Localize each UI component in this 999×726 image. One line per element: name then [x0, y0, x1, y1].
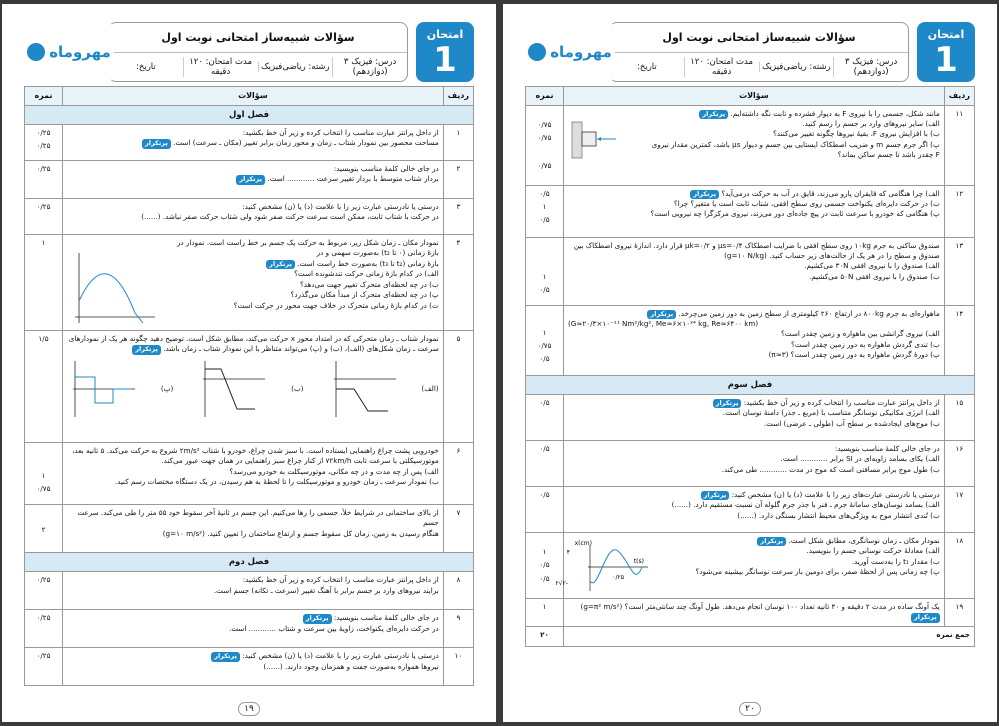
question-row — [526, 598, 975, 626]
question-row — [526, 486, 975, 532]
question-score — [526, 598, 564, 626]
question-line: ب) صندوق را با نیروی افقی ۵۰N می‌کشیم. — [809, 271, 940, 281]
question-line: ب) موج‌های ایجادشده بر سطح آب (طولی ـ عرضی) است. — [763, 418, 940, 428]
score-value: ۱ — [41, 237, 46, 247]
score-value: ۰/۷۵ — [537, 133, 552, 143]
axis-x-max: ۴ — [566, 548, 570, 556]
question-line: الف) سایر نیروهای وارد بر جسم را رسم کنید. — [802, 119, 940, 129]
question-row — [25, 124, 474, 160]
question-line: پ) هنگامی که خودرو با سرعت ثابت در پیچ جاده‌ای دور می‌زند، نیروی مرکزگرا چه نیرویی است؟ — [650, 209, 940, 219]
question-row — [526, 185, 975, 237]
question-number: ۳ — [443, 198, 473, 234]
score-value: ۰/۲۵ — [36, 163, 51, 173]
header-num: ردیف — [443, 87, 473, 106]
question-line: (G≈۲۰/۳×۱۰⁻¹¹ Nm²/kg², Me≈۶×۱۰²⁴ kg, Re≈۶۴۰۰ km) — [568, 319, 759, 329]
question-line: ب) مقدار t₁ را به‌دست آورید. — [851, 556, 940, 566]
question-number: ۶ — [443, 442, 473, 504]
header-num: ردیف — [944, 87, 974, 106]
logo-text: مهروماه — [49, 43, 111, 61]
score-value: ۰/۲۵ — [36, 575, 51, 585]
question-text — [564, 237, 945, 305]
question-line: نمودار مکان ـ زمان شکل زیر، مربوط به حرکت یک جسم بر خط راست است. نمودار در بازهٔ زمانی (۰ تا t₂) به‌صورت سهمی و در — [176, 237, 439, 258]
exam-title: سؤالات شبیه‌ساز امتحانی نوبت اول — [610, 23, 908, 53]
axis-t-value: ۰/۲۵ — [612, 573, 624, 581]
exam-info-row — [610, 53, 908, 81]
question-line: ت) در کدام بازهٔ زمانی متحرک در خلاف جهت محور در حرکت است؟ — [233, 300, 439, 310]
question-score — [526, 394, 564, 440]
question-line-text: ماهواره‌ای به جرم ۸۰۰kg در ارتفاع ۲۶۰ کیلومتری از سطح زمین به دور زمین می‌چرخد. — [678, 308, 940, 318]
score-value: ۰/۷۵ — [537, 161, 552, 171]
question-line: الف) یکای بسامد زاویه‌ای در SI برابر ............ است. — [780, 454, 940, 464]
question-line-text: مساحت محصور بین نمودار شتاب ـ زمان و محور زمان برابر تغییر (مکان ـ سرعت) است. — [173, 138, 439, 148]
score-value: ۱ — [542, 271, 547, 281]
question-score — [25, 160, 63, 198]
header-score: نمره — [526, 87, 564, 106]
question-line-text: درستی یا نادرستی عبارت زیر را با علامت (د) یا (ن) مشخص کنید: — [242, 651, 439, 661]
total-row — [526, 626, 975, 646]
graph-label-b: (ب) — [291, 383, 304, 393]
frequent-tag: پرتکرار — [757, 537, 786, 546]
question-line: الف) بسامد نوسان‌های سامانهٔ جرم ـ فنر با جذر جرم گلوله آن نسبت مستقیم دارد. (......) — [671, 500, 940, 510]
question-line — [67, 174, 439, 184]
question-line: صندوق ساکنی به جرم ۱۰kg روی سطح افقی با ضرایب اصطکاک μs=۰/۴ و μk=۰/۲ قرار دارد. اندازهٔ نیروی اصطکاک بین — [573, 240, 940, 250]
question-line-text: نمودار مکان ـ زمان نوسانگری، مطابق شکل است. — [788, 535, 940, 545]
question-text — [63, 160, 444, 198]
graph-curve — [79, 274, 135, 313]
frequent-tag: پرتکرار — [142, 139, 171, 148]
score-value: ۱/۵ — [38, 333, 49, 343]
score-value: ۰/۷۵ — [537, 119, 552, 129]
duration-label: مدت امتحان: ۱۲۰ دقیقه — [684, 57, 759, 77]
question-text — [564, 105, 945, 185]
score-value: ۰/۲۵ — [36, 141, 51, 151]
question-line: الف) انرژی مکانیکی نوسانگر متناسب با (مربع ـ جذر) دامنهٔ نوسان است. — [722, 408, 940, 418]
question-row — [526, 394, 975, 440]
question-line: الف) پس از چه مدت و در چه مکانی، موتورسیکلت به خودرو می‌رسد؟ — [229, 466, 439, 476]
question-score — [526, 305, 564, 375]
question-line — [568, 398, 940, 408]
question-row — [25, 648, 474, 686]
course-label: درس: فیزیک ۳ (دوازدهم) — [332, 57, 407, 77]
question-line: برایند نیروهای وارد بر جسم برابر با آهنگ تغییر (سرعت ـ تکانه) جسم است. — [213, 585, 439, 595]
frequent-tag: پرتکرار — [132, 345, 161, 354]
question-line: هنگام رسیدن به زمین، زمان کل سقوط جسم و ارتفاع ساختمان را تعیین کنید. (g=۱۰ m/s²) — [162, 528, 439, 538]
question-line-text: یک آونگ ساده در مدت ۲ دقیقه و ۴۰ ثانیه تعداد ۱۰۰ نوسان انجام می‌دهد. طول آونگ چند سانتی‌متر است؟ (g=π² m/s²) — [580, 601, 940, 611]
exam-label: امتحان — [426, 28, 464, 41]
score-value: ۱ — [542, 546, 547, 556]
section-row — [526, 375, 975, 394]
question-score — [526, 105, 564, 185]
question-line: درستی یا نادرستی عبارت زیر را با علامت (د) یا (ن) مشخص کنید: — [242, 201, 439, 211]
question-line — [167, 259, 439, 269]
question-text — [63, 234, 444, 330]
question-number: ۱۲ — [944, 185, 974, 237]
question-score — [526, 532, 564, 598]
table-header-row — [25, 87, 474, 106]
logo-icon — [27, 43, 45, 61]
graph-label-a: (الف) — [421, 383, 439, 393]
page-footer — [2, 702, 496, 716]
logo-icon — [528, 43, 546, 61]
frequent-tag: پرتکرار — [211, 652, 240, 661]
question-number: ۱ — [443, 124, 473, 160]
score-value: ۱ — [542, 601, 547, 611]
question-score — [25, 572, 63, 610]
question-line — [67, 651, 439, 661]
graph-curve — [205, 369, 255, 409]
question-number: ۱۹ — [944, 598, 974, 626]
frequent-tag: پرتکرار — [647, 310, 676, 319]
logo-text: مهروماه — [550, 43, 612, 61]
total-value: ۲۰ — [526, 626, 564, 646]
question-row — [25, 198, 474, 234]
question-text — [63, 610, 444, 648]
question-line: پ) اگر جرم جسم m و ضریب اصطکاک ایستایی بین جسم و دیوار μs باشد، کمترین مقدار نیروی — [651, 139, 940, 149]
question-text — [63, 330, 444, 442]
frequent-tag: پرتکرار — [713, 399, 742, 408]
graph-label-c: (پ) — [160, 383, 174, 393]
question-score — [25, 330, 63, 442]
question-line — [67, 138, 439, 148]
section-title: فصل دوم — [25, 552, 474, 571]
acceleration-graph — [67, 359, 137, 419]
exam-title: سؤالات شبیه‌ساز امتحانی نوبت اول — [109, 23, 407, 53]
graph-curve — [75, 377, 131, 403]
question-line: F چقدر باشد تا جسم ساکن بماند؟ — [837, 150, 940, 160]
score-value: ۰/۵ — [539, 188, 550, 198]
score-value: ۱ — [41, 470, 46, 480]
question-body — [167, 238, 439, 311]
question-line: از داخل پرانتز عبارت مناسب را انتخاب کرده و زیر آن خط بکشید: — [242, 127, 439, 137]
question-line: ب) تندی گردش ماهواره به دور زمین چقدر است؟ — [791, 339, 940, 349]
question-body — [630, 109, 940, 161]
score-value: ۰/۵ — [539, 215, 550, 225]
section-title: فصل اول — [25, 105, 474, 124]
brand-logo — [24, 22, 114, 82]
question-line — [568, 189, 940, 199]
date-label: تاریخ: — [636, 62, 657, 72]
frequent-tag: پرتکرار — [701, 491, 730, 500]
question-line: الف) صندوق را با نیروی افقی ۳۰N می‌کشیم. — [804, 261, 940, 271]
score-value: ۰/۵ — [539, 285, 550, 295]
question-line: از داخل پرانتز عبارت مناسب را انتخاب کرده و زیر آن خط بکشید: — [242, 575, 439, 585]
question-score — [526, 185, 564, 237]
question-number: ۹ — [443, 610, 473, 648]
page-footer — [503, 702, 997, 716]
header-questions: سؤالات — [63, 87, 444, 106]
question-line: ب) طول موج برابر مسافتی است که موج در مدت ............ طی می‌کند. — [721, 464, 940, 474]
question-score — [25, 198, 63, 234]
arrow-head — [597, 137, 601, 141]
question-line — [672, 536, 940, 546]
question-text — [63, 442, 444, 504]
velocity-graphs — [67, 359, 439, 419]
question-text — [555, 532, 945, 598]
question-line: نیروها همواره به‌صورت جفت و همزمان وجود دارند. (......) — [263, 661, 439, 671]
exam-number: 1 — [433, 40, 457, 80]
question-text — [63, 572, 444, 610]
graph-line-segment — [135, 313, 143, 323]
wall-shape — [572, 122, 582, 158]
question-line: الف) در کدام بازهٔ زمانی حرکت تندشونده است؟ — [294, 269, 439, 279]
question-line-text: مانند شکل، جسمی را با نیروی F به دیوار فشرده و ثابت نگه داشته‌ایم. — [730, 108, 940, 118]
question-line: ب) با افزایش نیروی F، بقیهٔ نیروها چگونه تغییر می‌کنند؟ — [772, 129, 940, 139]
question-text — [63, 648, 444, 686]
oscillation-graph — [555, 537, 668, 593]
score-value: ۰/۵ — [539, 397, 550, 407]
question-line: در حرکت با شتاب ثابت، ممکن است سرعت حرکت صفر شود ولی شتاب حرکت صفر نباشد. (......) — [141, 212, 439, 222]
exam-page-20 — [503, 4, 997, 722]
question-line: پ) دورهٔ گردش ماهواره به دور زمین چقدر است؟ (π≈۳) — [768, 350, 940, 360]
question-text — [63, 198, 444, 234]
question-score — [25, 648, 63, 686]
question-text — [564, 598, 945, 626]
questions-table — [525, 86, 975, 647]
question-row — [25, 160, 474, 198]
question-row — [25, 610, 474, 648]
score-value: ۱ — [542, 327, 547, 337]
question-line-text: در جای خالی کلمهٔ مناسب بنویسید: — [333, 613, 439, 623]
score-value: ۲ — [41, 524, 46, 534]
question-row — [526, 237, 975, 305]
question-number: ۴ — [443, 234, 473, 330]
total-label: جمع نمره — [564, 626, 975, 646]
frequent-tag: پرتکرار — [236, 175, 265, 184]
question-text — [63, 124, 444, 160]
question-number: ۱۶ — [944, 440, 974, 486]
question-row — [25, 442, 474, 504]
question-line: ب) در چه لحظه‌ای متحرک تغییر جهت می‌دهد؟ — [299, 279, 439, 289]
question-line: در حرکت دایره‌ای یکنواخت، زاویهٔ بین سرعت و شتاب ............ است. — [228, 623, 439, 633]
block-shape — [582, 132, 596, 146]
question-line: ب) در حرکت دایره‌ای یکنواخت جسمی روی سطح افقی، شتاب ثابت است یا متغیر؟ چرا؟ — [673, 199, 940, 209]
exam-number: 1 — [934, 40, 958, 80]
exam-label: امتحان — [927, 28, 965, 41]
score-value: ۱ — [542, 202, 547, 212]
question-row — [25, 234, 474, 330]
score-value: ۰/۷۵ — [537, 341, 552, 351]
section-row — [25, 105, 474, 124]
question-body — [672, 536, 940, 578]
score-value: ۰/۵ — [539, 443, 550, 453]
question-line-text: درستی یا نادرستی عبارت‌های زیر را با علامت (د) یا (ن) مشخص کنید: — [731, 489, 940, 499]
question-row — [526, 105, 975, 185]
question-row — [526, 440, 975, 486]
score-value: ۰/۵ — [539, 560, 550, 570]
field-label: رشته: ریاضی‌فیزیک — [258, 62, 333, 72]
question-line — [67, 613, 439, 623]
question-line: صندوق و سطح را در هر یک از حالت‌های زیر حساب کنید. (g=۱۰ N/kg) — [724, 251, 940, 261]
question-line-text: الف) چرا هنگامی که قایقران پارو می‌زند، قایق در آب به حرکت درمی‌آید؟ — [721, 188, 940, 198]
page-header — [525, 22, 975, 82]
question-line: ب) تُندی انتشار موج به ویژگی‌های محیط انتشار بستگی دارد. (......) — [737, 510, 940, 520]
wall-block-figure — [570, 120, 620, 160]
date-label: تاریخ: — [135, 62, 156, 72]
exam-title-box — [108, 22, 408, 82]
question-line: ب) نمودار سرعت ـ زمان خودرو و موتورسیکلت را تا لحظهٔ به هم رسیدن، در یک دستگاه مختصات رسم کنید. — [114, 477, 439, 487]
page-number: ۲۰ — [739, 702, 761, 716]
question-line — [568, 309, 940, 319]
velocity-graph-c — [197, 359, 267, 419]
question-score — [25, 610, 63, 648]
axis-x-value: -۲√۲ — [555, 579, 568, 587]
question-row — [25, 330, 474, 442]
question-line: الف) معادلهٔ حرکت نوسانی جسم را بنویسید. — [806, 546, 940, 556]
question-line: الف) نیروی گرانشی بین ماهواره و زمین چقدر است؟ — [780, 329, 940, 339]
question-number: ۱۷ — [944, 486, 974, 532]
score-value: ۰/۲۵ — [36, 127, 51, 137]
section-row — [25, 552, 474, 571]
question-number: ۱۵ — [944, 394, 974, 440]
axis-x-label: x(cm) — [574, 539, 592, 547]
course-label: درس: فیزیک ۳ (دوازدهم) — [833, 57, 908, 77]
score-value: ۰/۵ — [539, 489, 550, 499]
question-number: ۷ — [443, 504, 473, 552]
question-row — [526, 532, 975, 598]
header-questions: سؤالات — [564, 87, 945, 106]
question-line — [568, 490, 940, 500]
question-line-text: سرعت ـ زمان شکل‌های (الف)، (ب) و (پ) می‌تواند متناظر با این نمودار شتاب ـ زمان باشد. — [163, 344, 439, 354]
question-score — [25, 442, 63, 504]
question-score — [526, 237, 564, 305]
graph-curve — [336, 389, 388, 411]
field-label: رشته: ریاضی‌فیزیک — [759, 62, 834, 72]
question-score — [526, 486, 564, 532]
page-number: ۱۹ — [238, 702, 260, 716]
question-score — [25, 124, 63, 160]
question-number: ۱۴ — [944, 305, 974, 375]
question-line: از بالای ساختمانی در شرایط خلأ، جسمی را رها می‌کنیم. این جسم در ثانیهٔ آخر سقوط خود ۵۵ متر را طی می‌کند. سرعت جسم — [77, 507, 439, 528]
question-line: موتورسیکلتی با سرعت ثابت ۷۲km/h از کنار چراغ سبز راهنمایی در همان جهت عبور می‌کند. — [161, 456, 439, 466]
question-line: در جای خالی کلمهٔ مناسب بنویسید: — [333, 163, 439, 173]
question-line-text: بردار شتاب متوسط با بردار تغییر سرعت ............ است. — [267, 174, 439, 184]
question-row — [526, 305, 975, 375]
question-score — [526, 440, 564, 486]
question-text — [564, 486, 945, 532]
question-line — [630, 109, 940, 119]
page-header — [24, 22, 474, 82]
question-line: پ) چه زمانی پس از لحظهٔ صفر، برای دومین بار سرعت نوسانگر بیشینه می‌شود؟ — [695, 567, 940, 577]
score-value: ۰/۵ — [539, 354, 550, 364]
question-score — [25, 504, 63, 552]
section-title: فصل سوم — [526, 375, 975, 394]
position-time-graph — [67, 251, 157, 325]
exam-info-row — [109, 53, 407, 81]
score-value: ۰/۲۵ — [36, 651, 51, 661]
score-value: ۰/۷۵ — [36, 484, 51, 494]
question-line-text: بازهٔ زمانی (t₂ تا t₃) به‌صورت خط راست است. — [297, 258, 439, 268]
question-line: در جای خالی کلمهٔ مناسب بنویسید: — [834, 443, 940, 453]
frequent-tag: پرتکرار — [911, 613, 940, 622]
axis-t-label: t(s) — [633, 557, 644, 565]
question-text — [564, 394, 945, 440]
question-number: ۸ — [443, 572, 473, 610]
duration-label: مدت امتحان: ۱۲۰ دقیقه — [183, 57, 258, 77]
question-score — [25, 234, 63, 330]
frequent-tag: پرتکرار — [266, 260, 295, 269]
question-text — [564, 185, 945, 237]
brand-logo — [525, 22, 615, 82]
question-line: نمودار شتاب ـ زمان متحرکی که در امتداد محور x حرکت می‌کند، مطابق شکل است. توضیح دهید چگونه هر یک از نمودارهای — [68, 333, 439, 343]
question-line: پ) در چه لحظه‌ای متحرک از مبدأ مکان می‌گذرد؟ — [290, 290, 439, 300]
questions-table — [24, 86, 474, 686]
frequent-tag: پرتکرار — [303, 614, 332, 623]
exam-page-19 — [2, 4, 496, 722]
frequent-tag: پرتکرار — [699, 110, 728, 119]
question-line — [67, 344, 439, 354]
question-number: ۲ — [443, 160, 473, 198]
table-header-row — [526, 87, 975, 106]
question-text — [63, 504, 444, 552]
question-row — [25, 504, 474, 552]
question-text — [564, 440, 945, 486]
question-line-text: از داخل پرانتز عبارت مناسب را انتخاب کرده و زیر آن خط بکشید: — [743, 397, 940, 407]
score-value: ۰/۲۵ — [36, 613, 51, 623]
question-number: ۱۱ — [944, 105, 974, 185]
exam-title-box — [609, 22, 909, 82]
exam-badge — [416, 22, 474, 82]
question-number: ۱۸ — [944, 532, 974, 598]
score-value: ۰/۲۵ — [36, 201, 51, 211]
score-value: ۰/۵ — [539, 573, 550, 583]
question-line: خودرویی پشت چراغ راهنمایی ایستاده است. با سبز شدن چراغ، خودرو با شتاب ۲m/s² شروع به حرکت می‌کند. ۵ ثانیه بعد، — [72, 445, 439, 455]
question-number: ۵ — [443, 330, 473, 442]
frequent-tag: پرتکرار — [690, 190, 719, 199]
header-score: نمره — [25, 87, 63, 106]
question-text — [564, 305, 945, 375]
question-number: ۱۳ — [944, 237, 974, 305]
exam-badge — [917, 22, 975, 82]
question-row — [25, 572, 474, 610]
velocity-graph-b — [328, 359, 398, 419]
question-line — [568, 602, 940, 623]
question-number: ۱۰ — [443, 648, 473, 686]
